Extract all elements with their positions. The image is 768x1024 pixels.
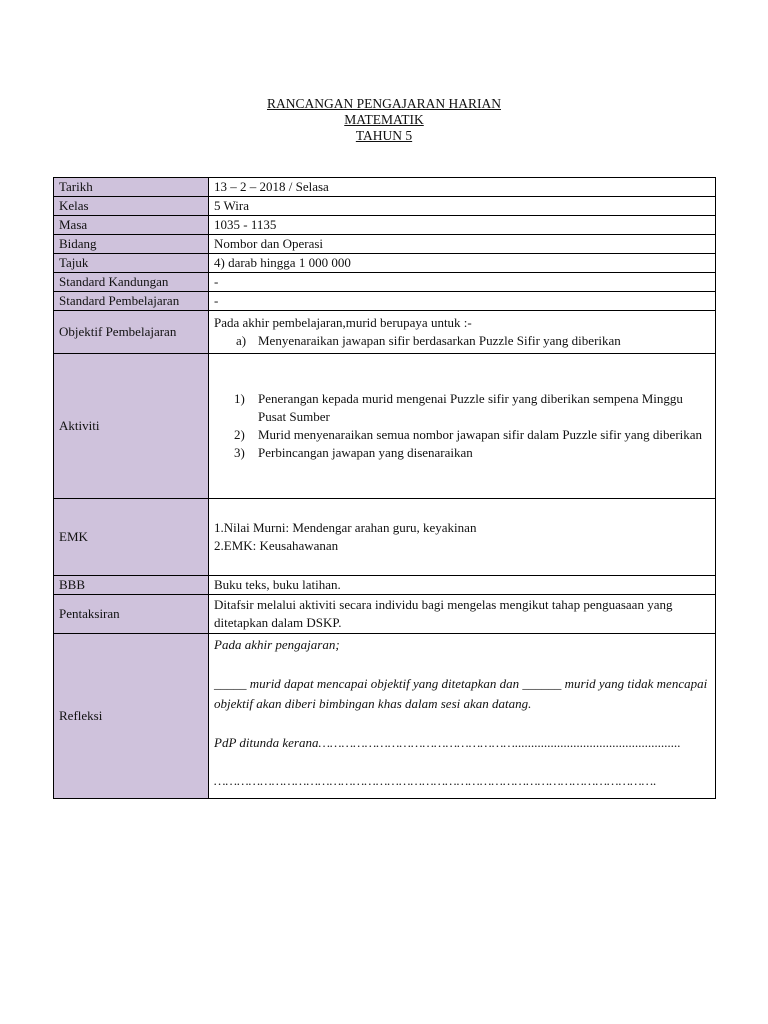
objektif-item-marker: a) xyxy=(236,333,247,348)
lesson-plan-table xyxy=(53,177,716,799)
label-tajuk: Tajuk xyxy=(54,254,209,273)
label-bbb: BBB xyxy=(54,576,209,595)
value-refleksi xyxy=(209,634,716,799)
objektif-item xyxy=(214,332,710,350)
refleksi-dotted-line: ……………………………………………………………………………………………………. xyxy=(214,773,657,788)
value-standard-kandungan: - xyxy=(209,273,716,292)
row-pentaksiran xyxy=(54,595,716,634)
label-tarikh: Tarikh xyxy=(54,178,209,197)
list-item xyxy=(214,444,710,462)
row-standard-kandungan xyxy=(54,273,716,292)
aktiviti-marker: 3) xyxy=(234,445,245,460)
label-masa: Masa xyxy=(54,216,209,235)
row-masa xyxy=(54,216,716,235)
row-bbb xyxy=(54,576,716,595)
label-bidang: Bidang xyxy=(54,235,209,254)
row-aktiviti xyxy=(54,354,716,499)
value-standard-pembelajaran: - xyxy=(209,292,716,311)
row-refleksi xyxy=(54,634,716,799)
aktiviti-marker: 2) xyxy=(234,427,245,442)
heading-subject: MATEMATIK xyxy=(344,112,424,127)
label-refleksi: Refleksi xyxy=(54,634,209,799)
label-objektif: Objektif Pembelajaran xyxy=(54,311,209,354)
value-tarikh: 13 – 2 – 2018 / Selasa xyxy=(209,178,716,197)
refleksi-pdp-ditunda: PdP ditunda kerana……………………………………………................................................... xyxy=(214,735,681,750)
value-emk xyxy=(209,499,716,576)
aktiviti-text: Murid menyenaraikan semua nombor jawapan sifir dalam Puzzle sifir yang diberikan xyxy=(258,427,703,442)
document-heading xyxy=(0,96,768,144)
refleksi-intro: Pada akhir pengajaran; xyxy=(214,637,340,652)
objektif-item-text: Menyenaraikan jawapan sifir berdasarkan Puzzle Sifir yang diberikan xyxy=(258,333,621,348)
heading-year: TAHUN 5 xyxy=(355,128,413,143)
emk-nilai-murni: 1.Nilai Murni: Mendengar arahan guru, keyakinan xyxy=(214,520,477,535)
value-objektif xyxy=(209,311,716,354)
label-standard-kandungan: Standard Kandungan xyxy=(54,273,209,292)
label-kelas: Kelas xyxy=(54,197,209,216)
value-masa: 1035 - 1135 xyxy=(209,216,716,235)
aktiviti-text: Perbincangan jawapan yang disenaraikan xyxy=(258,445,473,460)
value-tajuk: 4) darab hingga 1 000 000 xyxy=(209,254,716,273)
row-emk xyxy=(54,499,716,576)
label-standard-pembelajaran: Standard Pembelajaran xyxy=(54,292,209,311)
heading-title: RANCANGAN PENGAJARAN HARIAN xyxy=(266,96,501,111)
row-standard-pembelajaran xyxy=(54,292,716,311)
row-tarikh xyxy=(54,178,716,197)
row-bidang xyxy=(54,235,716,254)
aktiviti-text: Penerangan kepada murid mengenai Puzzle sifir yang diberikan sempena Minggu Pusat Sumber xyxy=(258,391,683,424)
label-pentaksiran: Pentaksiran xyxy=(54,595,209,634)
row-objektif xyxy=(54,311,716,354)
value-bbb: Buku teks, buku latihan. xyxy=(209,576,716,595)
aktiviti-list xyxy=(214,390,710,462)
emk-keusahawanan: 2.EMK: Keusahawanan xyxy=(214,538,339,553)
label-emk: EMK xyxy=(54,499,209,576)
value-pentaksiran: Ditafsir melalui aktiviti secara individu bagi mengelas mengikut tahap penguasaan yang ditetapkan dalam DSKP. xyxy=(209,595,716,634)
value-aktiviti xyxy=(209,354,716,499)
objektif-intro: Pada akhir pembelajaran,murid berupaya untuk :- xyxy=(214,315,472,330)
refleksi-content xyxy=(214,634,710,790)
value-kelas: 5 Wira xyxy=(209,197,716,216)
list-item xyxy=(214,390,710,426)
label-aktiviti: Aktiviti xyxy=(54,354,209,499)
aktiviti-marker: 1) xyxy=(234,391,245,406)
list-item xyxy=(214,426,710,444)
row-kelas xyxy=(54,197,716,216)
row-tajuk xyxy=(54,254,716,273)
value-bidang: Nombor dan Operasi xyxy=(209,235,716,254)
refleksi-objective-line: _____ murid dapat mencapai objektif yang ditetapkan dan ______ murid yang tidak mencapai objektif akan diberi bimbingan khas dalam sesi akan datang. xyxy=(214,676,708,711)
